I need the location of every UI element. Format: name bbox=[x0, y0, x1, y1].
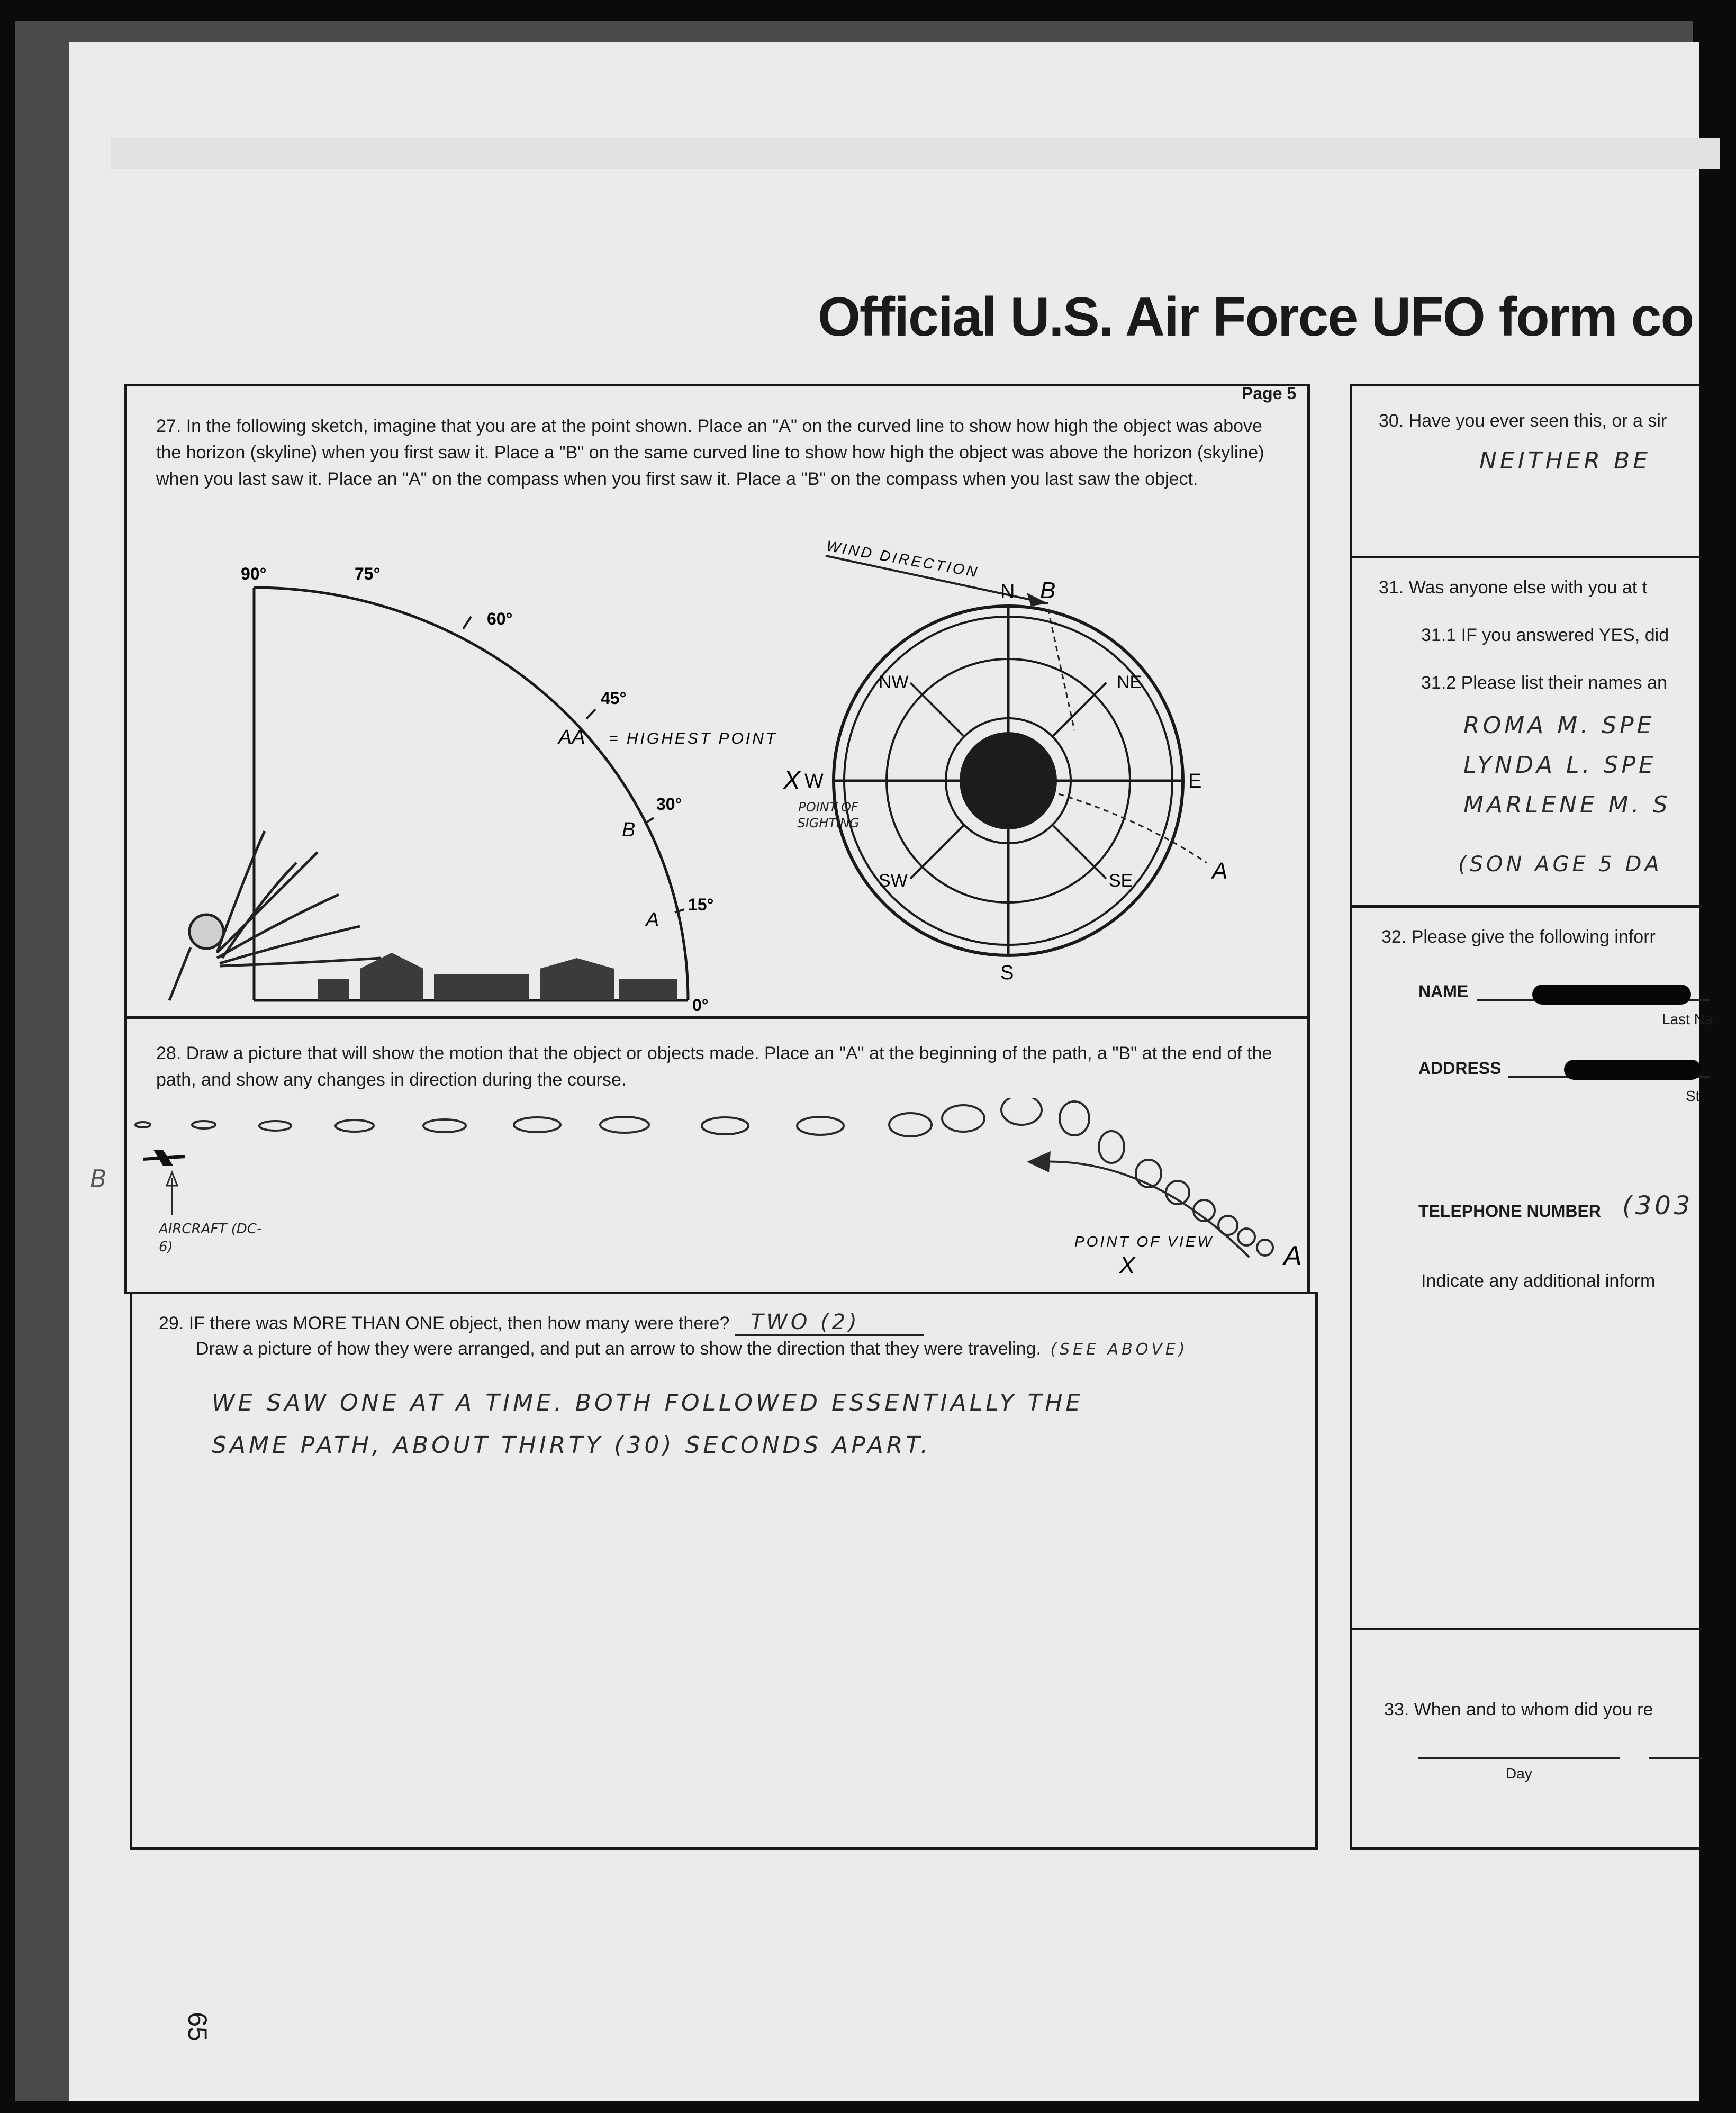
q31-sub2: 31.2 Please list their names an bbox=[1421, 673, 1667, 693]
compass-se: SE bbox=[1109, 871, 1133, 891]
compass-sw: SW bbox=[879, 871, 908, 891]
compass-e: E bbox=[1188, 770, 1202, 792]
q31-text: 31. Was anyone else with you at t bbox=[1379, 577, 1648, 598]
q32-phone-label: TELEPHONE NUMBER bbox=[1418, 1202, 1601, 1221]
compass-diagram bbox=[783, 513, 1260, 990]
name-redaction bbox=[1532, 985, 1691, 1005]
angle-label: 90° bbox=[241, 564, 267, 583]
q31-name-1: ROMA M. SPE bbox=[1463, 712, 1655, 739]
q27-box bbox=[124, 384, 1310, 1019]
q29-hand-line2: SAME PATH, ABOUT THIRTY (30) SECONDS APART. bbox=[212, 1432, 932, 1459]
street-caption: St bbox=[1686, 1088, 1700, 1104]
page-label: Page 5 bbox=[1242, 384, 1297, 403]
q31-name-2: LYNDA L. SPE bbox=[1463, 752, 1657, 779]
q33-day-caption: Day bbox=[1506, 1765, 1532, 1782]
margin-mark-b: B bbox=[90, 1164, 110, 1193]
angle-label: 60° bbox=[487, 609, 513, 628]
angle-label: 0° bbox=[692, 996, 709, 1011]
q30-text: 30. Have you ever seen this, or a sir bbox=[1379, 411, 1667, 431]
right-column bbox=[1350, 384, 1713, 1850]
q29-line2 bbox=[196, 1335, 1188, 1363]
q31-sub1: 31.1 IF you answered YES, did bbox=[1421, 625, 1669, 645]
angle-label: 45° bbox=[601, 689, 627, 708]
motion-path-diagram bbox=[127, 1098, 1307, 1289]
angle-label: 75° bbox=[355, 564, 381, 583]
mark-aa: AA bbox=[558, 726, 585, 748]
point-of-view-x: X bbox=[1119, 1252, 1135, 1278]
q27-text: 27. In the following sketch, imagine that you are at the point shown. Place an "A" on the curved line to show how high the object was above the horizon (skyline) when you first saw it. Place a "B" on the same curved line to show how high the object was above the horizon (skyline) when you last saw it. Place an "A" on the compass when you first saw it. Place a "B" on the compass when you last saw the object. bbox=[156, 416, 1264, 489]
q29-instruction: Draw a picture of how they were arranged, and put an arrow to show the direction that they were traveling. bbox=[196, 1339, 1041, 1359]
document-page bbox=[69, 42, 1713, 2101]
scan-band bbox=[111, 138, 1720, 169]
path-mark-a: A bbox=[1283, 1241, 1302, 1271]
q29-question: 29. IF there was MORE THAN ONE object, then how many were there? bbox=[159, 1313, 730, 1333]
side-page-number: 65 bbox=[182, 2012, 212, 2042]
compass-mark-a: A bbox=[1212, 858, 1228, 884]
wind-direction-note: WIND DIRECTION bbox=[825, 537, 981, 581]
observer-figure bbox=[169, 831, 381, 1000]
q33-text: 33. When and to whom did you re bbox=[1384, 1700, 1653, 1720]
q32-additional: Indicate any additional inform bbox=[1421, 1271, 1656, 1291]
page-title: Official U.S. Air Force UFO form co bbox=[818, 286, 1693, 348]
angle-label: 15° bbox=[688, 895, 714, 914]
last-name-caption: Last Na bbox=[1662, 1011, 1713, 1027]
q28-text: 28. Draw a picture that will show the motion that the object or objects made. Place an "A" at the beginning of the path, a "B" at the end of the path, and show any changes in direction during the course. bbox=[156, 1043, 1272, 1090]
highest-point-note: = HIGHEST POINT bbox=[609, 730, 778, 747]
compass-nw: NW bbox=[879, 672, 909, 692]
address-redaction bbox=[1564, 1060, 1702, 1080]
compass-s: S bbox=[1000, 962, 1014, 984]
compass-mark-x: X bbox=[783, 766, 801, 794]
q31-name-4: (SON AGE 5 DA bbox=[1458, 852, 1662, 877]
q30-answer: NEITHER BE bbox=[1479, 447, 1651, 474]
tick-45 bbox=[586, 709, 595, 719]
mark-b: B bbox=[622, 819, 636, 841]
q29-see-above: (SEE ABOVE) bbox=[1050, 1340, 1188, 1359]
q32-address-label: ADDRESS bbox=[1418, 1059, 1502, 1078]
compass-ne: NE bbox=[1117, 672, 1142, 692]
compass-w: W bbox=[804, 770, 824, 792]
tick-60 bbox=[463, 617, 471, 629]
q32-name-label: NAME bbox=[1418, 982, 1469, 1001]
q29-count-answer: TWO (2) bbox=[735, 1310, 924, 1336]
elevation-diagram bbox=[159, 535, 794, 1011]
elevation-arc bbox=[254, 588, 688, 1000]
point-of-view-note: POINT OF VIEW bbox=[1074, 1233, 1214, 1250]
compass-mark-b: B bbox=[1040, 577, 1056, 603]
angle-label: 30° bbox=[656, 794, 682, 814]
q32-phone-value: (303 bbox=[1622, 1191, 1694, 1221]
q29-box bbox=[130, 1292, 1318, 1850]
mark-a: A bbox=[646, 909, 659, 931]
object-path-ovals bbox=[135, 1098, 1273, 1256]
aircraft-note: AIRCRAFT (DC-6) bbox=[159, 1221, 262, 1255]
compass-n: N bbox=[1000, 581, 1015, 603]
q28-box bbox=[124, 1016, 1310, 1294]
point-of-sighting-note: POINT OF SIGHTING bbox=[797, 800, 860, 830]
q29-hand-line1: WE SAW ONE AT A TIME. BOTH FOLLOWED ESSENTIALLY THE bbox=[212, 1389, 1084, 1416]
q31-name-3: MARLENE M. S bbox=[1463, 791, 1671, 818]
aircraft-icon bbox=[143, 1151, 185, 1164]
q32-text: 32. Please give the following inforr bbox=[1381, 927, 1656, 947]
q29-line1 bbox=[159, 1309, 924, 1337]
